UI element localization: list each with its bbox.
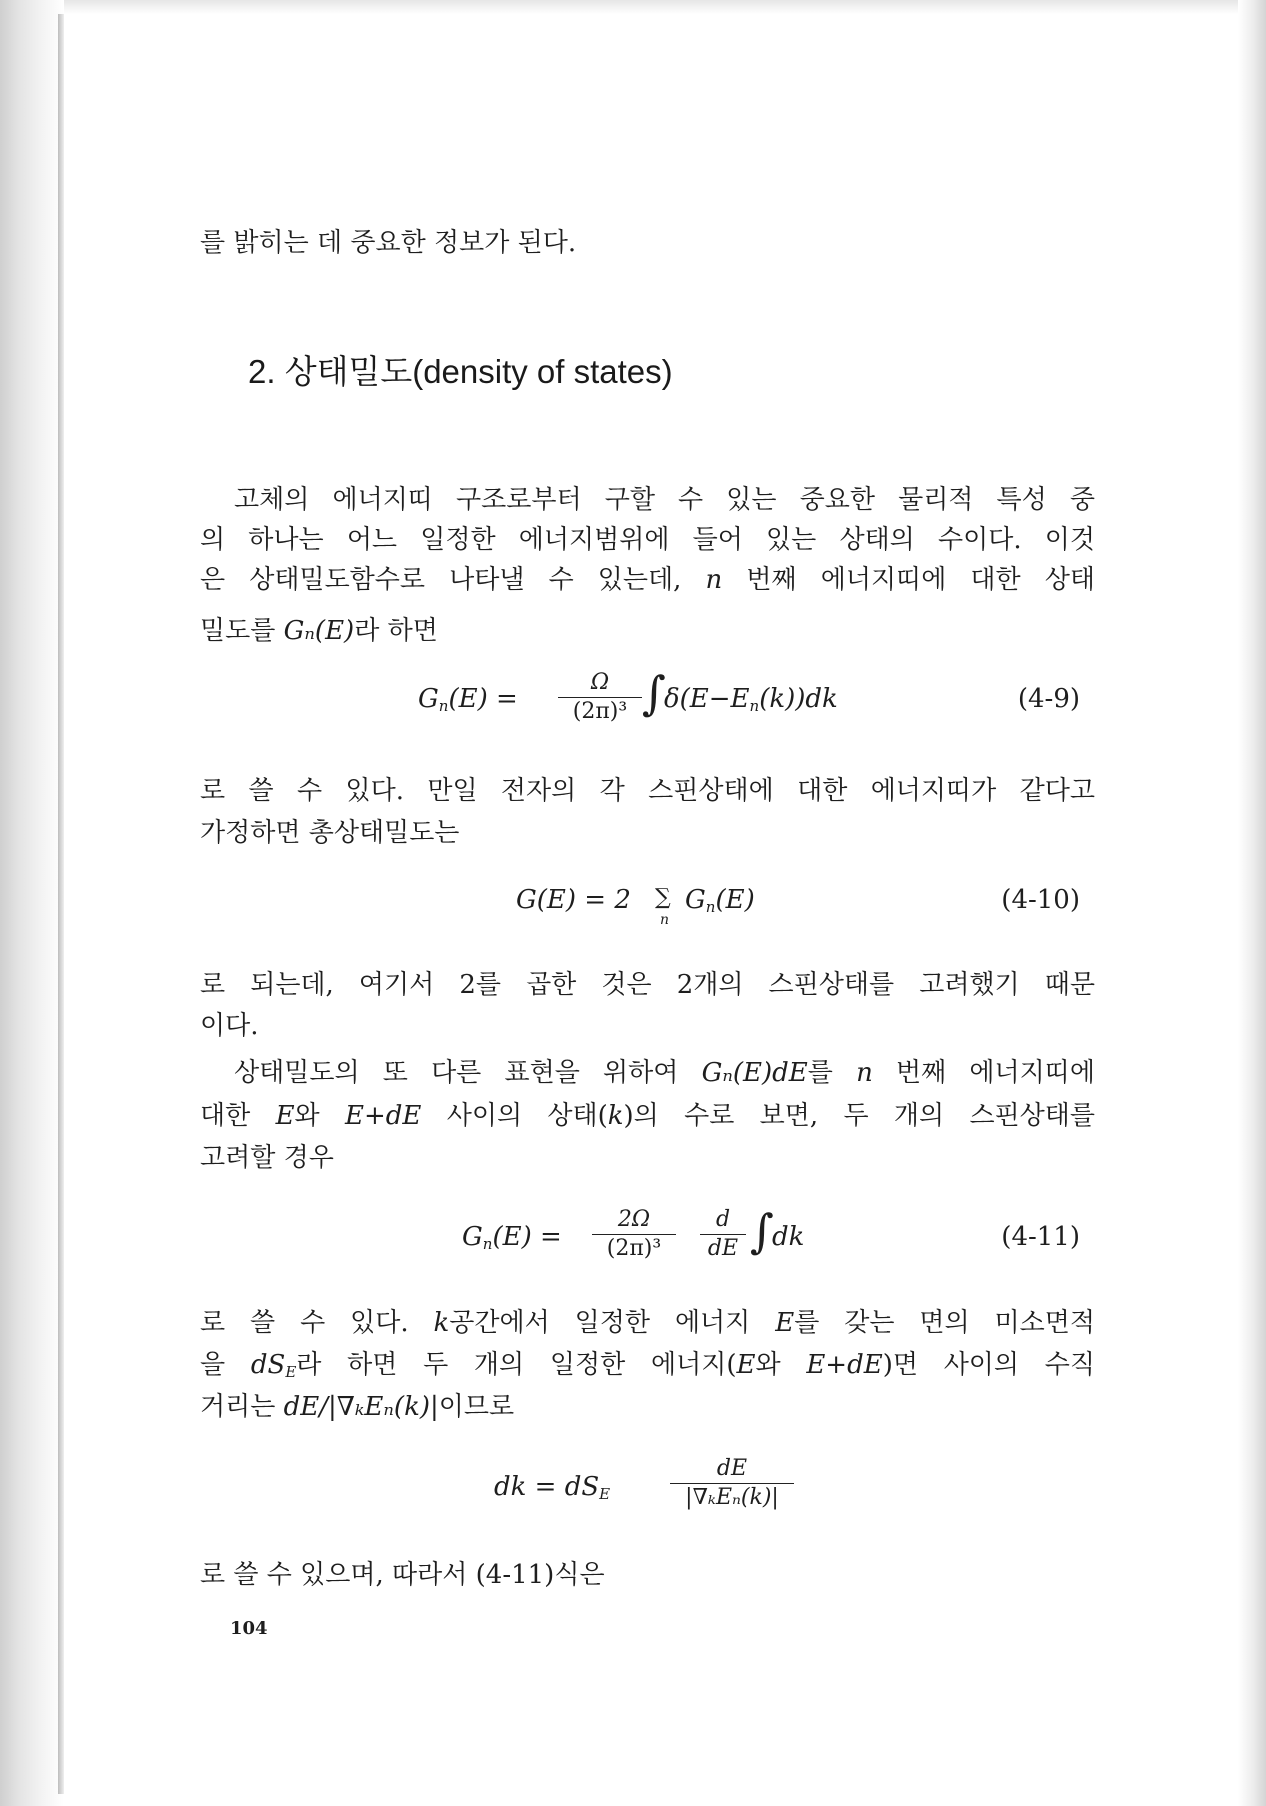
page-edge xyxy=(58,14,64,1794)
eq-body-tail: (k))dk xyxy=(759,684,838,714)
text-line: 로 되는데, 여기서 2를 곱한 것은 2개의 스핀상태를 고려했기 때문 xyxy=(200,970,1095,1000)
text-line xyxy=(200,613,438,649)
eq-arg: (E) = xyxy=(492,1222,562,1252)
equation-lhs xyxy=(494,1472,610,1503)
eq-symbol: G xyxy=(418,684,439,714)
text-run: 를 xyxy=(807,1058,833,1088)
math-e: E xyxy=(775,1308,795,1338)
text-line: 로 쓸 수 있으며, 따라서 (4-11)식은 xyxy=(200,1560,605,1590)
text-run: 공간에서 일정한 에너지 xyxy=(449,1308,751,1338)
math-e-plus-de: E+dE xyxy=(345,1101,422,1131)
fraction-numerator: Ω xyxy=(558,670,642,698)
equation-number: (4-11) xyxy=(1001,1222,1080,1252)
eq-arg: (E) = xyxy=(448,684,518,714)
fraction-denominator: (2π)³ xyxy=(572,699,628,724)
text-run: 거리는 xyxy=(200,1392,276,1422)
text-run: 밀도를 xyxy=(200,616,276,646)
text-run: )면 사이의 수직 xyxy=(882,1350,1096,1380)
text-run: 이므로 xyxy=(438,1392,515,1422)
text-run: 라 하면 xyxy=(354,616,438,646)
eq-arg: (E) xyxy=(715,885,755,915)
fraction-numerator: dE xyxy=(670,1456,794,1484)
equation-fraction xyxy=(700,1207,746,1262)
math-e: E xyxy=(736,1350,756,1380)
math-k: k xyxy=(433,1308,450,1338)
eq-symbol: G xyxy=(462,1222,483,1252)
eq-lhs: dk = dS xyxy=(494,1472,600,1502)
text-line: 로 쓸 수 있다. 만일 전자의 각 스핀상태에 대한 에너지띠가 같다고 xyxy=(200,776,1095,806)
math-ds: dS xyxy=(250,1350,286,1380)
section-heading: 2. 상태밀도(density of states) xyxy=(248,353,673,390)
summation-sign: ∑ xyxy=(655,885,671,910)
math-inline-gn-de: Gₙ(E)dE xyxy=(701,1058,808,1088)
math-n: n xyxy=(705,565,723,595)
text-line xyxy=(200,562,1095,598)
equation-lhs xyxy=(462,1222,562,1253)
text-run: 를 갖는 면의 미소면적 xyxy=(794,1308,1096,1338)
fraction-denominator: dE xyxy=(707,1236,739,1261)
text-line: 이다. xyxy=(200,1011,259,1041)
page-right-shadow xyxy=(1238,0,1266,1806)
text-line xyxy=(234,1055,1095,1091)
text-run: 은 상태밀도함수로 나타낼 수 있는데, xyxy=(200,565,682,595)
text-line: 의 하나는 어느 일정한 에너지범위에 들어 있는 상태의 수이다. 이것 xyxy=(200,525,1095,555)
text-run: 와 xyxy=(294,1101,320,1131)
integral-sign: ∫ xyxy=(750,1204,774,1258)
text-run: 번째 에너지띠에 대한 상태 xyxy=(746,565,1095,595)
eq-subscript: n xyxy=(705,898,716,916)
text-line xyxy=(200,1347,1095,1390)
eq-body: δ(E−E xyxy=(664,684,750,714)
eq-subscript: E xyxy=(599,1485,611,1503)
math-inline-de-grad: dE/|∇ₖEₙ(k)| xyxy=(283,1392,439,1422)
text-run: 와 xyxy=(755,1350,781,1380)
equation-body xyxy=(772,1222,804,1252)
text-run: )의 수로 보면, 두 개의 스핀상태를 xyxy=(623,1101,1096,1131)
math-e: E xyxy=(275,1101,295,1131)
eq-symbol: G xyxy=(685,885,706,915)
equation-rhs xyxy=(685,885,755,916)
text-line: 고려할 경우 xyxy=(200,1143,334,1173)
eq-subscript: n xyxy=(482,1235,493,1253)
eq-lhs: G(E) = 2 xyxy=(516,885,631,915)
text-run: 을 xyxy=(200,1350,226,1380)
text-line: 고체의 에너지띠 구조로부터 구할 수 있는 중요한 물리적 특성 중 xyxy=(234,485,1095,515)
equation-fraction xyxy=(558,670,642,725)
text-line xyxy=(200,1305,1095,1341)
equation-fraction xyxy=(670,1456,794,1511)
math-e-plus-de: E+dE xyxy=(806,1350,883,1380)
integral-sign: ∫ xyxy=(642,666,666,720)
math-inline-gn: Gₙ(E) xyxy=(283,616,355,646)
equation-number: (4-10) xyxy=(1001,885,1080,915)
equation-lhs xyxy=(516,885,631,915)
math-k: k xyxy=(607,1101,624,1131)
fraction-numerator: d xyxy=(700,1207,746,1235)
text-line-continuation: 를 밝히는 데 중요한 정보가 된다. xyxy=(200,228,577,258)
fraction-denominator: |∇ₖEₙ(k)| xyxy=(685,1485,779,1510)
equation-body xyxy=(664,684,838,715)
math-ds-subscript: E xyxy=(285,1363,297,1381)
page-number: 104 xyxy=(230,1618,268,1639)
text-run: 로 쓸 수 있다. xyxy=(200,1308,409,1338)
text-run: 대한 xyxy=(200,1101,251,1131)
text-line xyxy=(200,1389,514,1425)
text-run: 상태밀도의 또 다른 표현을 위하여 xyxy=(234,1058,679,1088)
book-page xyxy=(200,0,1100,1806)
book-spine-shadow xyxy=(0,0,64,1806)
eq-subscript: n xyxy=(438,697,449,715)
eq-body: dk xyxy=(772,1222,805,1252)
math-n: n xyxy=(856,1058,873,1088)
equation-fraction xyxy=(592,1207,676,1262)
summation-index xyxy=(660,912,669,928)
fraction-denominator: (2π)³ xyxy=(606,1236,662,1261)
equation-lhs xyxy=(418,684,518,715)
text-line xyxy=(200,1098,1095,1134)
text-line: 가정하면 총상태밀도는 xyxy=(200,818,460,848)
sum-index: n xyxy=(660,912,670,928)
equation-number: (4-9) xyxy=(1017,684,1080,714)
fraction-numerator: 2Ω xyxy=(592,1207,676,1235)
text-run: 라 하면 두 개의 일정한 에너지( xyxy=(296,1350,737,1380)
text-run: 번째 에너지띠에 xyxy=(896,1058,1096,1088)
eq-subscript: n xyxy=(749,697,760,715)
text-run: 사이의 상태( xyxy=(446,1101,608,1131)
